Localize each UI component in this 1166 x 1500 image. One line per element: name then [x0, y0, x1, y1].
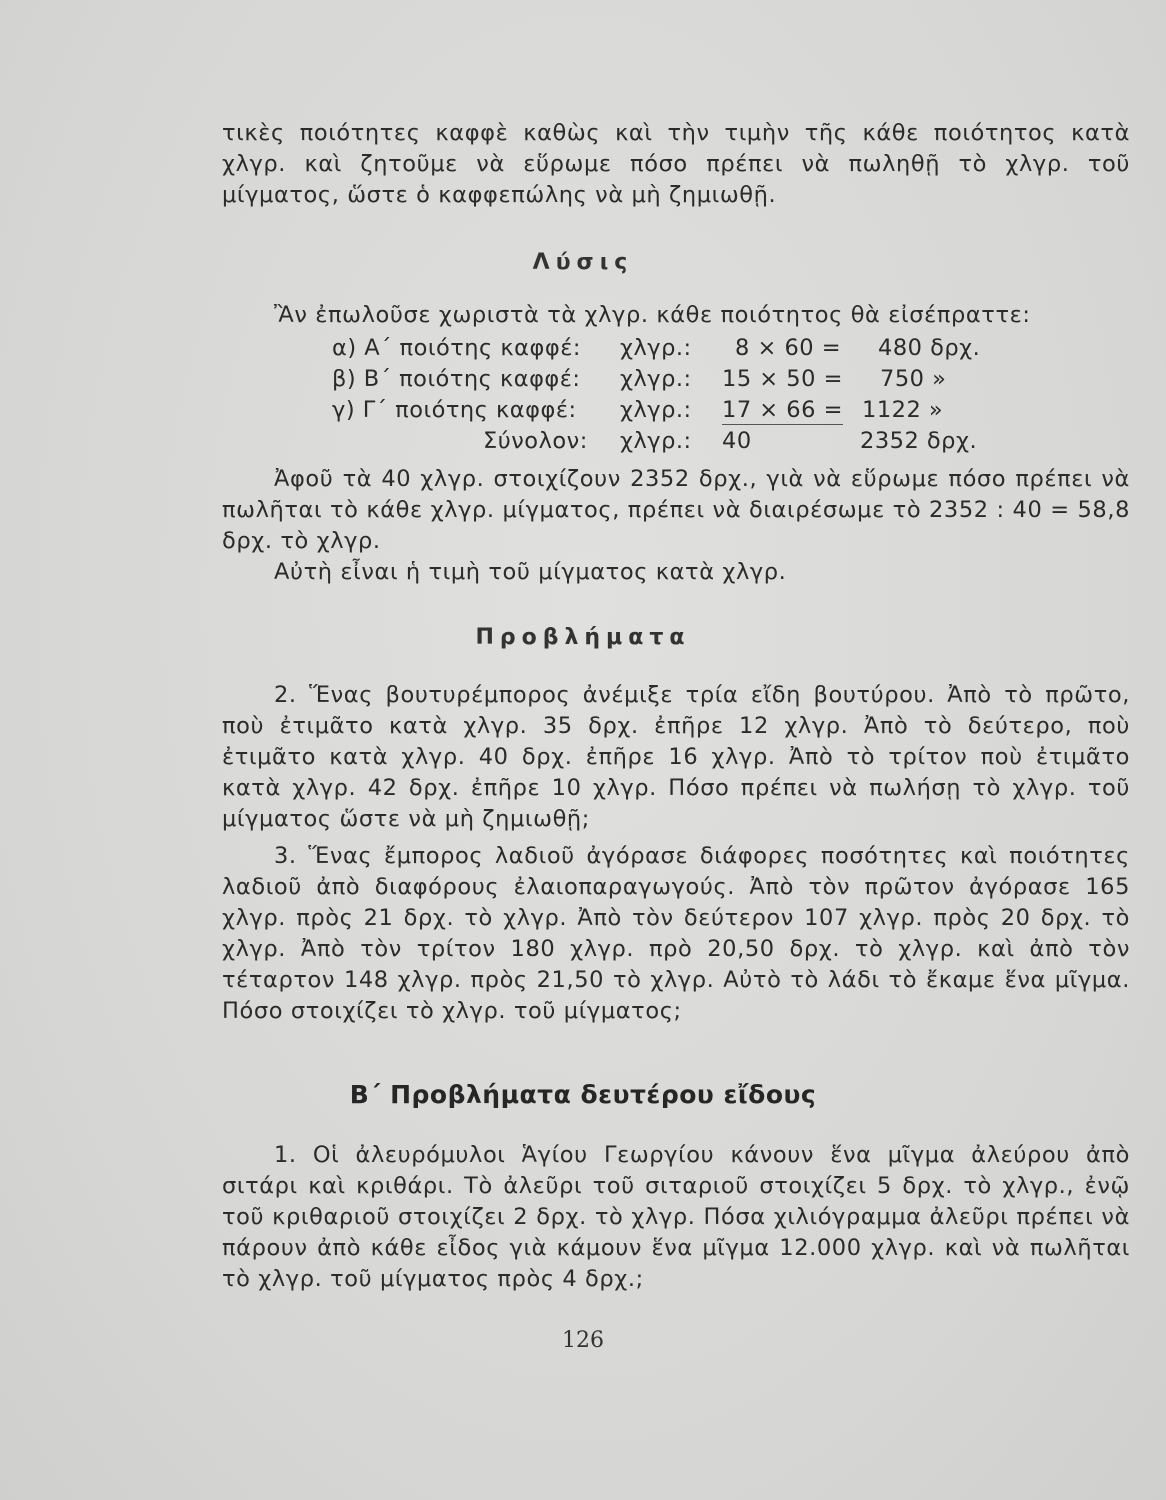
- problems-heading: Προβλήματα: [475, 625, 691, 650]
- intro-paragraph: τικὲς ποιότητες καφφὲ καθὼς καὶ τὴν τιμὴν τῆς κάθε ποιότητος κατὰ χλγρ. καὶ ζητοῦμε νὰ εὕρωμε πόσο πρέπει νὰ πωληθῇ τὸ χλγρ. τοῦ μίγματος, ὥστε ὁ καφφεπώλης νὰ μὴ ζημιωθῇ.: [222, 120, 1130, 208]
- solution-intro: Ἂν ἐπωλοῦσε χωριστὰ τὰ χλγρ. κάθε ποιότητος θὰ εἰσέπραττε:: [274, 302, 1031, 328]
- problem-3: 3. Ἕνας ἔμπορος λαδιοῦ ἀγόρασε διάφορες ποσότητες καὶ ποιότητες λαδιοῦ ἀπὸ διαφόρους ἐλαιοπαραγωγούς. Ἀπὸ τὸν πρῶτον ἀγόρασε 165 χλγρ. πρὸς 21 δρχ. τὸ χλγρ. Ἀπὸ τὸν δεύτερον 107 χλγρ. πρὸς 20 δρχ. τὸ χλγρ. Ἀπὸ τὸν τρίτον 180 χλγρ. πρὸ 20,50 δρχ. τὸ χλγρ. καὶ ἀπὸ τὸν τέταρτον 148 χλγρ. πρὸς 21,50 τὸ χλγρ. Αὐτὸ τὸ λάδι τὸ ἔκαμε ἕνα μῖγμα. Πόσο στοιχίζει τὸ χλγρ. τοῦ μίγματος;: [222, 843, 1130, 1024]
- calc-label: γ) Γ΄ ποιότης καφφέ:: [332, 397, 577, 423]
- solution-paragraph-1: Ἀφοῦ τὰ 40 χλγρ. στοιχίζουν 2352 δρχ., γιὰ νὰ εὕρωμε πόσο πρέπει νὰ πωλῆται τὸ κάθε χλγρ. μίγματος, πρέπει νὰ διαιρέσωμε τὸ 2352 : 40 = 58,8 δρχ. τὸ χλγρ.: [222, 466, 1130, 554]
- calc-expression: 8 × 60 =: [735, 335, 842, 361]
- calc-label: β) Β΄ ποιότης καφφέ:: [332, 366, 581, 392]
- calc-expression: 17 × 66 =: [722, 397, 843, 423]
- intro-paragraph-block: [222, 118, 1130, 211]
- section-problem-block: [222, 1140, 1130, 1295]
- total-result: 2352 δρχ.: [860, 428, 978, 454]
- total-label: Σύνολον:: [483, 428, 588, 454]
- calc-expression: 15 × 50 =: [722, 366, 843, 392]
- calc-unit: χλγρ.:: [620, 335, 692, 361]
- calc-result: 480 δρχ.: [878, 335, 981, 361]
- calc-unit: χλγρ.:: [620, 366, 692, 392]
- calc-unit: χλγρ.:: [620, 397, 692, 423]
- calc-label: α) Α΄ ποιότης καφφέ:: [332, 335, 581, 361]
- section-title: Β΄ Προβλήματα δευτέρου εἴδους: [349, 1080, 817, 1109]
- page-number: 126: [562, 1328, 604, 1353]
- solution-heading: Λύσις: [532, 250, 634, 275]
- total-unit: χλγρ.:: [620, 428, 692, 454]
- solution-paragraph-2: Αὐτὴ εἶναι ἡ τιμὴ τοῦ μίγματος κατὰ χλγρ.: [274, 559, 787, 585]
- problems-block: [222, 680, 1130, 1027]
- solution-paragraphs: [222, 464, 1130, 588]
- section-problem-1: 1. Οἱ ἀλευρόμυλοι Ἁγίου Γεωργίου κάνουν ἕνα μῖγμα ἀλεύρου ἀπὸ σιτάρι καὶ κριθάρι. Τὸ ἀλεῦρι τοῦ σιταριοῦ στοιχίζει 5 δρχ. τὸ χλγρ., ἐνῷ τοῦ κριθαριοῦ στοιχίζει 2 δρχ. τὸ χλγρ. Πόσα χιλιόγραμμα ἀλεῦρι πρέπει νὰ πάρουν ἀπὸ κάθε εἶδος γιὰ κάμουν ἕνα μῖγμα 12.000 χλγρ. καὶ νὰ πωλῆται τὸ χλγρ. τοῦ μίγματος πρὸς 4 δρχ.;: [222, 1142, 1130, 1292]
- total-quantity: 40: [722, 428, 752, 454]
- calc-result: 1122 »: [862, 397, 944, 423]
- problem-2: 2. Ἕνας βουτυρέμπορος ἀνέμιξε τρία εἴδη βουτύρου. Ἀπὸ τὸ πρῶτο, ποὺ ἐτιμᾶτο κατὰ χλγρ. 35 δρχ. ἐπῆρε 12 χλγρ. Ἀπὸ τὸ δεύτερο, ποὺ ἐτιμᾶτο κατὰ χλγρ. 40 δρχ. ἐπῆρε 16 χλγρ. Ἀπὸ τὸ τρίτον ποὺ ἐτιμᾶτο κατὰ χλγρ. 42 δρχ. ἐπῆρε 10 χλγρ. Πόσο πρέπει νὰ πωλήσῃ τὸ χλγρ. τοῦ μίγματος ὥστε νὰ μὴ ζημιωθῇ;: [222, 682, 1130, 832]
- calc-result: 750 »: [880, 366, 947, 392]
- solution-intro-block: [222, 300, 1130, 331]
